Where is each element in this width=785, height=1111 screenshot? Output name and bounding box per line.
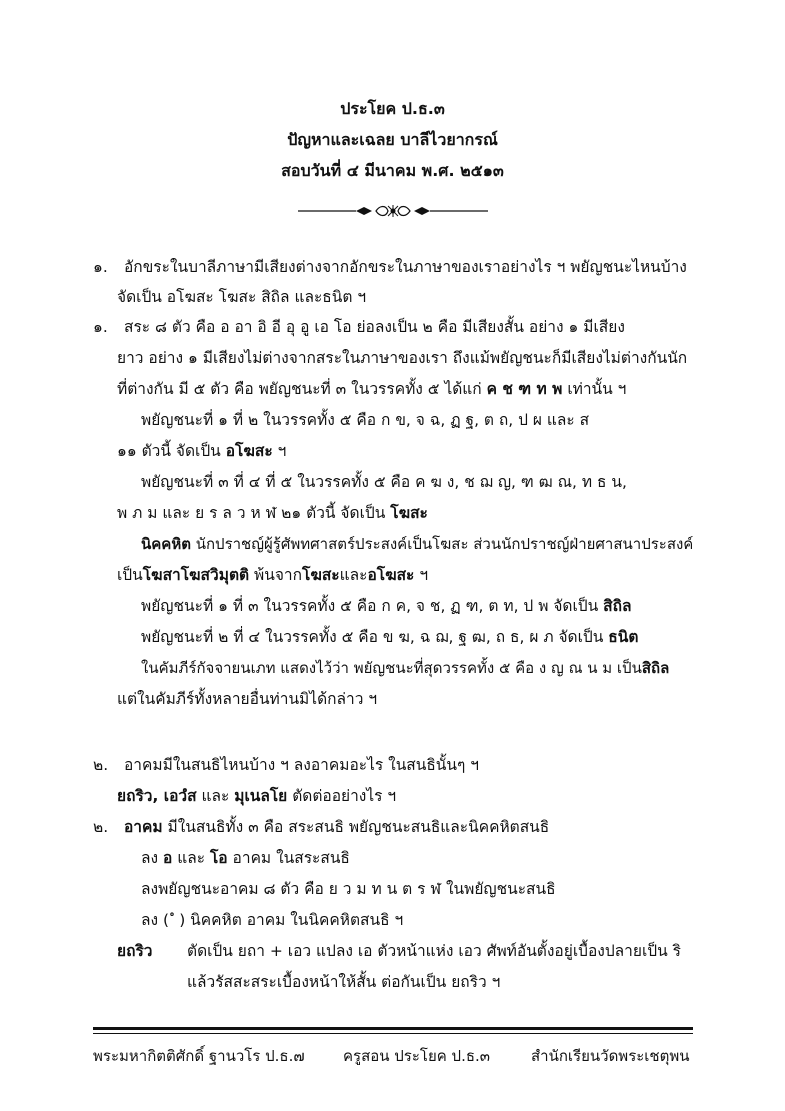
answer-line: พ ภ ม และ ย ร ล ว ห ฬ ๒๑ ตัวนี้ จัดเป็น โฆสะ (117, 504, 428, 522)
footer-rule-thin (93, 1033, 693, 1034)
answer-line: เป็นโฆสาโฆสวิมุตติ พ้นจากโฆสะและอโฆสะ ฯ (117, 566, 429, 584)
answer-line: พยัญชนะที่ ๑ ที่ ๓ ในวรรคทั้ง ๕ คือ ก ค, จ ช, ฏ ฑ, ต ท, ป พ จัดเป็น สิถิล (141, 597, 632, 615)
answer-line: ๑๑ ตัวนี้ จัดเป็น อโฆสะ ฯ (117, 442, 287, 460)
answer-line: ลงพยัญชนะอาคม ๘ ตัว คือ ย ว ม ท น ต ร ฬ ในพยัญชนะสนธิ (141, 880, 556, 898)
answer-line: แล้วรัสสะสระเบื้องหน้าให้สั้น ต่อกันเป็น ยถริว ฯ (187, 973, 501, 991)
footer-rule-thick (93, 1027, 693, 1030)
footer-place: สำนักเรียนวัดพระเชตุพน (531, 1047, 690, 1065)
answer-line: ตัดเป็น ยถา + เอว แปลง เอ ตัวหน้าแห่ง เอว ศัพท์อันตั้งอยู่เบื้องปลายเป็น ริ (187, 942, 681, 960)
question-line: อักขระในบาลีภาษามีเสียงต่างจากอักขระในภาษาของเราอย่างไร ฯ พยัญชนะไหนบ้าง (124, 258, 687, 276)
answer-line: พยัญชนะที่ ๓ ที่ ๔ ที่ ๕ ในวรรคทั้ง ๕ คือ ค ฆ ง, ช ฌ ญ, ฑ ฒ ณ, ท ธ น, (141, 473, 627, 491)
answer-number: ๒. (93, 818, 109, 836)
ornament-divider (298, 204, 488, 218)
page-subtitle: ปัญหาและเฉลย บาลีไวยากรณ์ (287, 130, 498, 149)
footer-role: ครูสอน ประโยค ป.ธ.๓ (343, 1047, 491, 1065)
page-title: ประโยค ป.ธ.๓ (340, 99, 445, 118)
footer-author: พระมหากิตติศักดิ์ ฐานวโร ป.ธ.๗ (93, 1047, 305, 1065)
question-line: อาคมมีในสนธิไหนบ้าง ฯ ลงอาคมอะไร ในสนธินั้นๆ ฯ (124, 756, 479, 774)
answer-line: ในคัมภีร์กัจจายนเภท แสดงไว้ว่า พยัญชนะที่สุดวรรคทั้ง ๕ คือ ง ญ ณ น ม เป็นสิถิล (141, 659, 670, 677)
answer-line: สระ ๘ ตัว คือ อ อา อิ อี อุ อู เอ โอ ย่อลงเป็น ๒ คือ มีเสียงสั้น อย่าง ๑ มีเสียง (124, 318, 625, 336)
question-number: ๑. (93, 258, 108, 276)
answer-line: ยาว อย่าง ๑ มีเสียงไม่ต่างจากสระในภาษาของเรา ถึงแม้พยัญชนะก็มีเสียงไม่ต่างกันนัก (117, 349, 688, 367)
question-line: ยถริว, เอวํส และ มุเนลโย ตัดต่ออย่างไร ฯ (117, 787, 397, 805)
answer-number: ๑. (93, 318, 108, 336)
answer-line: อาคม มีในสนธิทั้ง ๓ คือ สระสนธิ พยัญชนะสนธิและนิคคหิตสนธิ (124, 818, 550, 836)
answer-line: พยัญชนะที่ ๑ ที่ ๒ ในวรรคทั้ง ๕ คือ ก ข, จ ฉ, ฏ ฐ, ต ถ, ป ผ และ ส (141, 411, 590, 429)
answer-line: ลง อ และ โอ อาคม ในสระสนธิ (141, 849, 350, 867)
answer-line: ลง ( ํ ) นิคคหิต อาคม ในนิคคหิตสนธิ ฯ (141, 911, 404, 929)
term-label: ยถริว (117, 942, 153, 960)
question-line: จัดเป็น อโฆสะ โฆสะ สิถิล และธนิต ฯ (117, 288, 367, 306)
answer-line: ที่ต่างกัน มี ๕ ตัว คือ พยัญชนะที่ ๓ ในวรรคทั้ง ๕ ได้แก่ ค ช ฑ ท พ เท่านั้น ฯ (117, 380, 627, 398)
question-number: ๒. (93, 756, 109, 774)
answer-line: พยัญชนะที่ ๒ ที่ ๔ ในวรรคทั้ง ๕ คือ ข ฆ, ฉ ฌ, ฐ ฒ, ถ ธ, ผ ภ จัดเป็น ธนิต (141, 628, 639, 646)
answer-line: นิคคหิต นักปราชญ์ผู้รู้ศัพทศาสตร์ประสงค์เป็นโฆสะ ส่วนนักปราชญ์ฝ่ายศาสนาประสงค์ (141, 535, 694, 553)
answer-line: แต่ในคัมภีร์ทั้งหลายอื่นท่านมิได้กล่าว ฯ (117, 690, 378, 708)
exam-date: สอบวันที่ ๔ มีนาคม พ.ศ. ๒๕๑๓ (281, 161, 504, 180)
